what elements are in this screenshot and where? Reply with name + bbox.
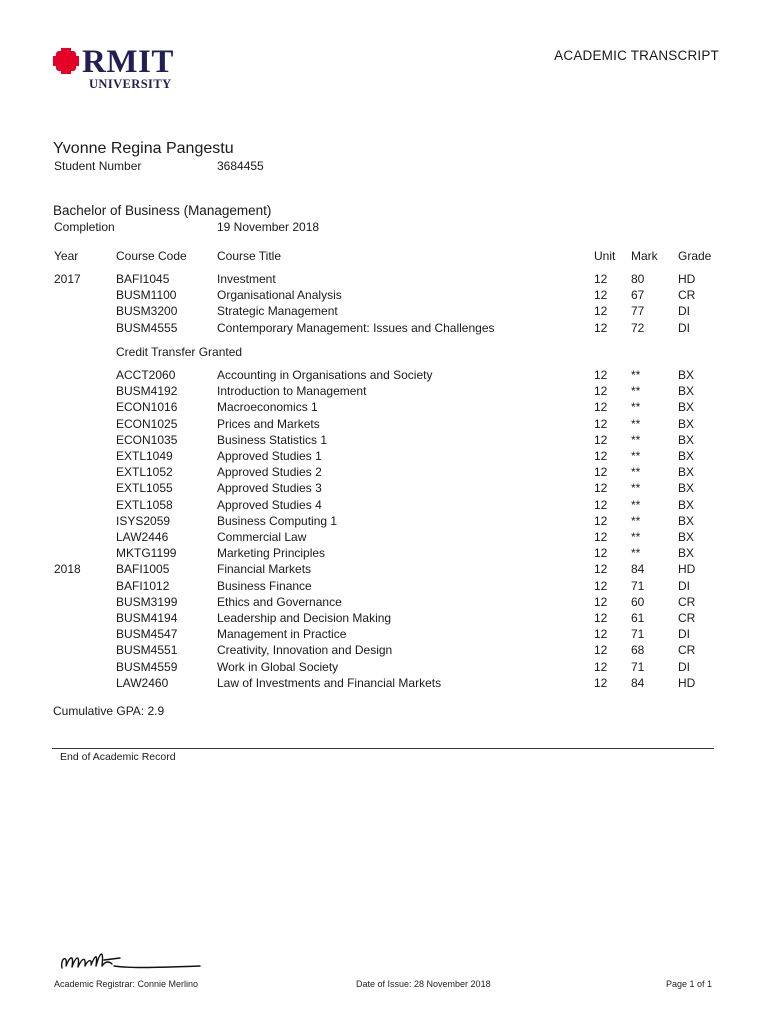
table-row: [0, 611, 768, 627]
divider: [52, 748, 714, 749]
row-mark: **: [631, 449, 641, 463]
row-grade: BX: [678, 384, 695, 399]
row-mark: 80: [631, 272, 645, 286]
row-mark: 60: [631, 594, 645, 609]
row-mark: 67: [631, 288, 645, 303]
row-course-title: Prices and Markets: [217, 416, 320, 431]
row-year: 2017: [54, 272, 81, 286]
table-row: [0, 498, 768, 514]
row-course-code: BUSM4551: [116, 643, 178, 658]
row-mark: 61: [631, 611, 645, 625]
row-course-code: ISYS2059: [116, 513, 171, 528]
table-row: [0, 417, 768, 433]
row-grade: DI: [678, 659, 690, 674]
row-course-code: LAW2460: [116, 675, 169, 690]
row-course-code: BUSM1100: [116, 288, 177, 303]
logo-name: RMIT: [82, 44, 174, 80]
row-grade: BX: [678, 432, 695, 447]
row-unit: 12: [594, 481, 608, 496]
gpa-label: Cumulative GPA:: [53, 704, 145, 718]
header-grade: Grade: [678, 249, 712, 263]
table-row: [0, 660, 768, 676]
row-course-code: ECON1035: [116, 432, 178, 447]
row-mark: **: [631, 416, 641, 431]
row-course-title: Business Finance: [217, 578, 312, 593]
table-header: [0, 249, 768, 265]
row-unit: 12: [594, 400, 608, 415]
row-unit: 12: [594, 368, 608, 382]
registrar-signature: [58, 946, 208, 976]
row-course-title: Approved Studies 1: [217, 449, 322, 463]
header-course-title: Course Title: [217, 249, 282, 263]
end-of-record: End of Academic Record: [60, 751, 176, 763]
row-unit: 12: [594, 432, 608, 447]
row-unit: 12: [594, 594, 608, 609]
registrar-name: Academic Registrar: Connie Merlino: [54, 979, 199, 989]
row-unit: 12: [594, 530, 608, 544]
page-number: Page 1 of 1: [665, 979, 712, 989]
row-course-code: EXTL1058: [116, 497, 173, 512]
row-unit: 12: [594, 416, 608, 431]
row-course-title: Approved Studies 3: [217, 481, 322, 496]
row-course-code: BAFI1045: [116, 272, 170, 286]
program-title: Bachelor of Business (Management): [53, 203, 272, 218]
student-number-value: 3684455: [217, 159, 264, 173]
row-course-title: Marketing Principles: [217, 546, 326, 561]
row-unit: 12: [594, 320, 608, 335]
row-course-code: ECON1025: [116, 416, 178, 431]
table-row: [0, 595, 768, 611]
row-mark: **: [631, 400, 641, 415]
row-course-title: Organisational Analysis: [217, 288, 342, 303]
row-course-title: Law of Investments and Financial Markets: [217, 675, 442, 690]
row-unit: 12: [594, 513, 608, 528]
row-mark: **: [631, 497, 641, 512]
row-grade: CR: [678, 643, 696, 658]
row-mark: 84: [631, 562, 645, 577]
gpa-value: 2.9: [147, 704, 165, 718]
row-course-code: BUSM4192: [116, 384, 178, 399]
header-course-code: Course Code: [116, 249, 187, 263]
student-name: Yvonne Regina Pangestu: [53, 140, 234, 157]
row-course-code: BAFI1012: [116, 578, 170, 593]
table-row: [0, 627, 768, 643]
table-row: [0, 384, 768, 400]
row-unit: 12: [594, 304, 608, 319]
row-unit: 12: [594, 288, 608, 303]
row-unit: 12: [594, 627, 608, 642]
row-unit: 12: [594, 449, 608, 463]
table-row: [0, 400, 768, 416]
table-row: [0, 676, 768, 692]
table-row: [0, 643, 768, 659]
row-course-title: Strategic Management: [217, 304, 338, 319]
row-mark: 72: [631, 320, 645, 335]
credit-transfer-label: Credit Transfer Granted: [116, 345, 243, 359]
row-grade: BX: [678, 449, 695, 463]
row-grade: BX: [678, 416, 695, 431]
row-mark: **: [631, 481, 641, 496]
table-row: [0, 562, 768, 578]
row-grade: HD: [678, 675, 696, 690]
row-course-code: BUSM4555: [116, 320, 178, 335]
row-course-title: Financial Markets: [217, 562, 312, 577]
row-unit: 12: [594, 659, 608, 674]
row-grade: HD: [678, 562, 696, 577]
row-grade: BX: [678, 481, 695, 496]
row-course-code: BUSM4194: [116, 611, 178, 625]
row-course-code: LAW2446: [116, 530, 169, 544]
header-mark: Mark: [631, 249, 658, 263]
row-mark: **: [631, 465, 641, 480]
table-row: [0, 579, 768, 595]
row-course-code: EXTL1055: [116, 481, 173, 496]
table-row: [0, 368, 768, 384]
student-number-label: Student Number: [54, 159, 142, 173]
row-mark: 84: [631, 675, 645, 690]
row-course-title: Macroeconomics 1: [217, 400, 318, 415]
row-course-title: Approved Studies 4: [217, 497, 322, 512]
rmit-logo: [53, 46, 185, 96]
row-course-title: Leadership and Decision Making: [217, 611, 392, 625]
row-grade: BX: [678, 546, 695, 561]
row-unit: 12: [594, 465, 608, 480]
issue-date: Date of Issue: 28 November 2018: [356, 979, 491, 989]
row-grade: DI: [678, 320, 690, 335]
row-course-code: BUSM3200: [116, 304, 178, 319]
header-unit: Unit: [594, 249, 616, 263]
row-grade: CR: [678, 611, 696, 625]
row-grade: CR: [678, 288, 696, 303]
row-course-title: Management in Practice: [217, 627, 347, 642]
row-course-title: Accounting in Organisations and Society: [217, 368, 433, 382]
row-unit: 12: [594, 643, 608, 658]
row-grade: CR: [678, 594, 696, 609]
row-course-title: Business Computing 1: [217, 513, 338, 528]
row-grade: BX: [678, 465, 695, 480]
row-mark: 77: [631, 304, 645, 319]
row-mark: 71: [631, 627, 645, 642]
row-course-title: Commercial Law: [217, 530, 307, 544]
row-course-code: BUSM4559: [116, 659, 178, 674]
row-course-title: Approved Studies 2: [217, 465, 322, 480]
rmit-pixel-logo-icon: [53, 48, 79, 74]
row-course-title: Work in Global Society: [217, 659, 339, 674]
table-row: [0, 304, 768, 320]
row-unit: 12: [594, 497, 608, 512]
row-course-code: BAFI1005: [116, 562, 170, 577]
row-grade: HD: [678, 272, 696, 286]
row-mark: **: [631, 530, 641, 544]
row-unit: 12: [594, 578, 608, 593]
table-row: [0, 530, 768, 546]
cumulative-gpa: [53, 704, 164, 718]
row-mark: 68: [631, 643, 645, 658]
row-grade: BX: [678, 497, 695, 512]
row-unit: 12: [594, 272, 608, 286]
row-course-code: BUSM3199: [116, 594, 178, 609]
row-course-title: Investment: [217, 272, 276, 286]
row-grade: DI: [678, 578, 690, 593]
row-mark: 71: [631, 659, 645, 674]
row-mark: 71: [631, 578, 645, 593]
document-title: ACADEMIC TRANSCRIPT: [554, 48, 719, 63]
row-mark: **: [631, 513, 641, 528]
row-unit: 12: [594, 546, 608, 561]
row-year: 2018: [54, 562, 81, 577]
row-course-title: Contemporary Management: Issues and Challenges: [217, 320, 495, 335]
table-row: [0, 514, 768, 530]
row-course-code: MKTG1199: [116, 546, 177, 561]
row-unit: 12: [594, 611, 608, 625]
row-course-title: Introduction to Management: [217, 384, 367, 399]
table-row: [0, 546, 768, 562]
row-grade: BX: [678, 368, 695, 382]
logo-subtitle: UNIVERSITY: [89, 77, 172, 91]
completion-label: Completion: [54, 220, 115, 234]
header-year: Year: [54, 249, 79, 263]
row-course-code: ACCT2060: [116, 368, 176, 382]
row-course-code: EXTL1052: [116, 465, 173, 480]
row-mark: **: [631, 546, 641, 561]
row-course-code: EXTL1049: [116, 449, 173, 463]
row-grade: DI: [678, 627, 690, 642]
row-grade: DI: [678, 304, 690, 319]
row-course-title: Business Statistics 1: [217, 432, 328, 447]
row-unit: 12: [594, 562, 608, 577]
table-row: [0, 433, 768, 449]
row-grade: BX: [678, 530, 695, 544]
table-row: [0, 321, 768, 337]
row-mark: **: [631, 384, 641, 399]
row-course-code: BUSM4547: [116, 627, 178, 642]
row-mark: **: [631, 368, 641, 382]
row-grade: BX: [678, 513, 695, 528]
table-row: [0, 272, 768, 288]
row-mark: **: [631, 432, 641, 447]
row-course-code: ECON1016: [116, 400, 178, 415]
row-unit: 12: [594, 384, 608, 399]
row-grade: BX: [678, 400, 695, 415]
row-course-title: Ethics and Governance: [217, 594, 342, 609]
table-row: [0, 449, 768, 465]
table-row: [0, 288, 768, 304]
row-course-title: Creativity, Innovation and Design: [217, 643, 393, 658]
row-unit: 12: [594, 675, 608, 690]
completion-date: 19 November 2018: [217, 220, 320, 234]
table-row: [0, 481, 768, 497]
table-row: [0, 465, 768, 481]
